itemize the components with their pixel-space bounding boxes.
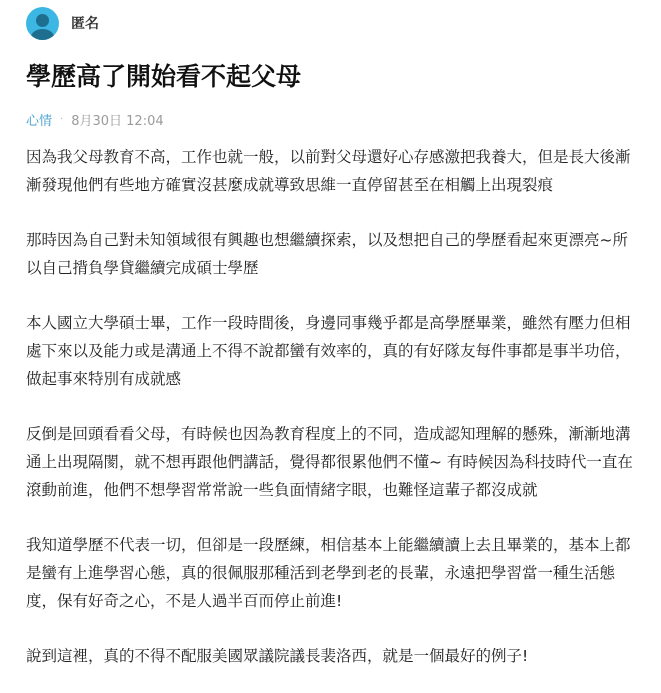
anonymous-avatar-icon[interactable] (26, 7, 59, 40)
post-paragraph-4: 反倒是回頭看看父母，有時候也因為教育程度上的不同，造成認知理解的懸殊，漸漸地溝通上出現隔閡，就不想再跟他們講話，覺得都很累他們不懂~ 有時候因為科技時代一直在滾動前進，他們不想學習常常說一些負面情緒字眼，也難怪這輩子都沒成就 (26, 425, 633, 499)
post-paragraph-6: 說到這裡，真的不得不配服美國眾議院議長裴洛西，就是一個最好的例子! (26, 647, 529, 665)
author-name[interactable]: 匿名 (71, 16, 99, 32)
author-row[interactable] (26, 0, 635, 46)
post-timestamp: 8月30日 12:04 (71, 113, 164, 129)
board-link[interactable]: 心情 (26, 113, 53, 129)
post-paragraph-5: 我知道學歷不代表一切，但卻是一段歷練，相信基本上能繼續讀上去且畢業的，基本上都是蠻有上進學習心態，真的很佩服那種活到老學到老的長輩，永遠把學習當一種生活態度，保有好奇之心，不是人過半百而停止前進! (26, 536, 631, 610)
post-title: 學歷高了開始看不起父母 (26, 62, 302, 91)
avatar-body-shape (31, 29, 54, 40)
avatar-head-shape (36, 14, 49, 27)
post-meta (26, 110, 635, 128)
meta-separator-dot: · (60, 113, 64, 125)
post-paragraph-2: 那時因為自己對未知領域很有興趣也想繼續探索，以及想把自己的學歷看起來更漂亮~所以自己揹負學貸繼續完成碩士學歷 (26, 231, 628, 277)
post-paragraph-3: 本人國立大學碩士畢，工作一段時間後，身邊同事幾乎都是高學歷畢業，雖然有壓力但相處下來以及能力或是溝通上不得不說都蠻有效率的，真的有好隊友每件事都是事半功倍，做起事來特別有成就感 (26, 314, 631, 388)
post-content (26, 143, 635, 670)
post-paragraph-1: 因為我父母教育不高，工作也就一般，以前對父母還好心存感激把我養大，但是長大後漸漸發現他們有些地方確實沒甚麼成就導致思維一直停留甚至在相觸上出現裂痕 (26, 148, 631, 194)
